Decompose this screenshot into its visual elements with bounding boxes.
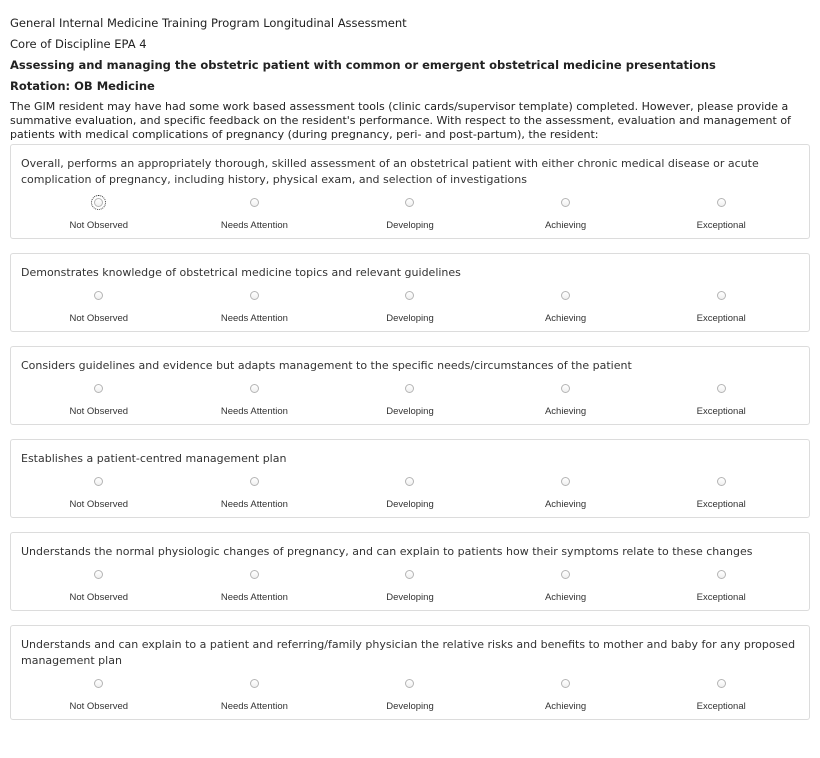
option-label: Needs Attention <box>220 592 288 603</box>
radio-exceptional[interactable] <box>717 570 726 579</box>
option-achieving <box>488 289 644 325</box>
rating-scale <box>21 475 799 511</box>
radio-achieving[interactable] <box>561 291 570 300</box>
option-needs-attention <box>177 196 333 232</box>
option-label: Exceptional <box>696 313 746 324</box>
option-not-observed <box>21 289 177 325</box>
epa-title: Assessing and managing the obstetric patient with common or emergent obstetrical medicine presentations <box>10 58 716 72</box>
option-exceptional <box>643 382 799 418</box>
option-label: Exceptional <box>696 406 746 417</box>
option-developing <box>332 677 488 713</box>
option-developing <box>332 289 488 325</box>
option-exceptional <box>643 196 799 232</box>
rating-scale <box>21 677 799 713</box>
option-label: Exceptional <box>696 592 746 603</box>
option-not-observed <box>21 677 177 713</box>
radio-not-observed[interactable] <box>94 198 103 207</box>
radio-developing[interactable] <box>405 679 414 688</box>
option-achieving <box>488 196 644 232</box>
option-label: Achieving <box>544 592 587 603</box>
question-card <box>10 532 810 611</box>
question-list <box>0 144 820 720</box>
question-card <box>10 346 810 425</box>
option-label: Exceptional <box>696 499 746 510</box>
radio-achieving[interactable] <box>561 570 570 579</box>
option-label: Needs Attention <box>220 406 288 417</box>
option-label: Not Observed <box>69 499 129 510</box>
question-card <box>10 439 810 518</box>
option-label: Developing <box>386 499 434 510</box>
radio-needs-attention[interactable] <box>250 291 259 300</box>
radio-achieving[interactable] <box>561 198 570 207</box>
question-text: Establishes a patient-centred management plan <box>21 452 287 465</box>
option-label: Achieving <box>544 406 587 417</box>
radio-exceptional[interactable] <box>717 198 726 207</box>
option-label: Not Observed <box>69 220 129 231</box>
option-label: Developing <box>386 220 434 231</box>
radio-needs-attention[interactable] <box>250 570 259 579</box>
option-exceptional <box>643 289 799 325</box>
option-label: Developing <box>386 406 434 417</box>
option-developing <box>332 382 488 418</box>
question-text: Understands and can explain to a patient and referring/family physician the relative risks and benefits to mother and baby for any proposed management plan <box>21 638 796 667</box>
option-label: Needs Attention <box>220 220 288 231</box>
option-label: Achieving <box>544 313 587 324</box>
radio-developing[interactable] <box>405 477 414 486</box>
option-achieving <box>488 677 644 713</box>
question-card <box>10 253 810 332</box>
radio-achieving[interactable] <box>561 679 570 688</box>
radio-needs-attention[interactable] <box>250 679 259 688</box>
assessment-header <box>0 0 820 142</box>
rating-scale <box>21 289 799 325</box>
rating-scale <box>21 382 799 418</box>
rotation-label: Rotation: OB Medicine <box>10 79 155 93</box>
radio-developing[interactable] <box>405 198 414 207</box>
program-title: General Internal Medicine Training Program Longitudinal Assessment <box>10 16 407 30</box>
radio-exceptional[interactable] <box>717 679 726 688</box>
option-not-observed <box>21 382 177 418</box>
radio-not-observed[interactable] <box>94 679 103 688</box>
option-exceptional <box>643 677 799 713</box>
question-text: Considers guidelines and evidence but adapts management to the specific needs/circumstances of the patient <box>21 359 632 372</box>
rating-scale <box>21 196 799 232</box>
option-label: Achieving <box>544 499 587 510</box>
radio-achieving[interactable] <box>561 384 570 393</box>
option-developing <box>332 568 488 604</box>
option-label: Achieving <box>544 220 587 231</box>
radio-developing[interactable] <box>405 291 414 300</box>
radio-not-observed[interactable] <box>94 384 103 393</box>
radio-developing[interactable] <box>405 570 414 579</box>
option-label: Not Observed <box>69 701 129 712</box>
option-exceptional <box>643 475 799 511</box>
option-label: Exceptional <box>696 701 746 712</box>
question-text: Overall, performs an appropriately thorough, skilled assessment of an obstetrical patient with either chronic medical disease or acute complication of pregnancy, including history, physical exam, and selection of investigations <box>21 157 759 186</box>
radio-not-observed[interactable] <box>94 291 103 300</box>
option-needs-attention <box>177 677 333 713</box>
option-needs-attention <box>177 568 333 604</box>
radio-not-observed[interactable] <box>94 570 103 579</box>
option-developing <box>332 475 488 511</box>
option-needs-attention <box>177 289 333 325</box>
radio-developing[interactable] <box>405 384 414 393</box>
intro-text: The GIM resident may have had some work based assessment tools (clinic cards/supervisor template) completed. However, please provide a summative evaluation, and specific feedback on the resident's performance. With respect to the assessment, evaluation and management of patients with medical complications of pregnancy (during pregnancy, peri- and post-partum), the resident: <box>10 100 791 141</box>
option-label: Developing <box>386 313 434 324</box>
radio-needs-attention[interactable] <box>250 384 259 393</box>
option-label: Not Observed <box>69 592 129 603</box>
rating-scale <box>21 568 799 604</box>
radio-exceptional[interactable] <box>717 384 726 393</box>
option-exceptional <box>643 568 799 604</box>
option-label: Not Observed <box>69 313 129 324</box>
option-developing <box>332 196 488 232</box>
question-text: Demonstrates knowledge of obstetrical medicine topics and relevant guidelines <box>21 266 461 279</box>
option-not-observed <box>21 196 177 232</box>
option-label: Not Observed <box>69 406 129 417</box>
option-label: Achieving <box>544 701 587 712</box>
option-needs-attention <box>177 382 333 418</box>
option-label: Developing <box>386 701 434 712</box>
radio-not-observed[interactable] <box>94 477 103 486</box>
question-card <box>10 625 810 720</box>
option-needs-attention <box>177 475 333 511</box>
radio-needs-attention[interactable] <box>250 477 259 486</box>
option-not-observed <box>21 568 177 604</box>
option-label: Needs Attention <box>220 499 288 510</box>
epa-label: Core of Discipline EPA 4 <box>10 37 147 51</box>
option-label: Needs Attention <box>220 313 288 324</box>
option-achieving <box>488 475 644 511</box>
radio-needs-attention[interactable] <box>250 198 259 207</box>
option-label: Exceptional <box>696 220 746 231</box>
radio-achieving[interactable] <box>561 477 570 486</box>
option-label: Developing <box>386 592 434 603</box>
option-not-observed <box>21 475 177 511</box>
question-card <box>10 144 810 239</box>
radio-exceptional[interactable] <box>717 477 726 486</box>
option-achieving <box>488 568 644 604</box>
radio-exceptional[interactable] <box>717 291 726 300</box>
option-label: Needs Attention <box>220 701 288 712</box>
question-text: Understands the normal physiologic changes of pregnancy, and can explain to patients how their symptoms relate to these changes <box>21 545 753 558</box>
option-achieving <box>488 382 644 418</box>
